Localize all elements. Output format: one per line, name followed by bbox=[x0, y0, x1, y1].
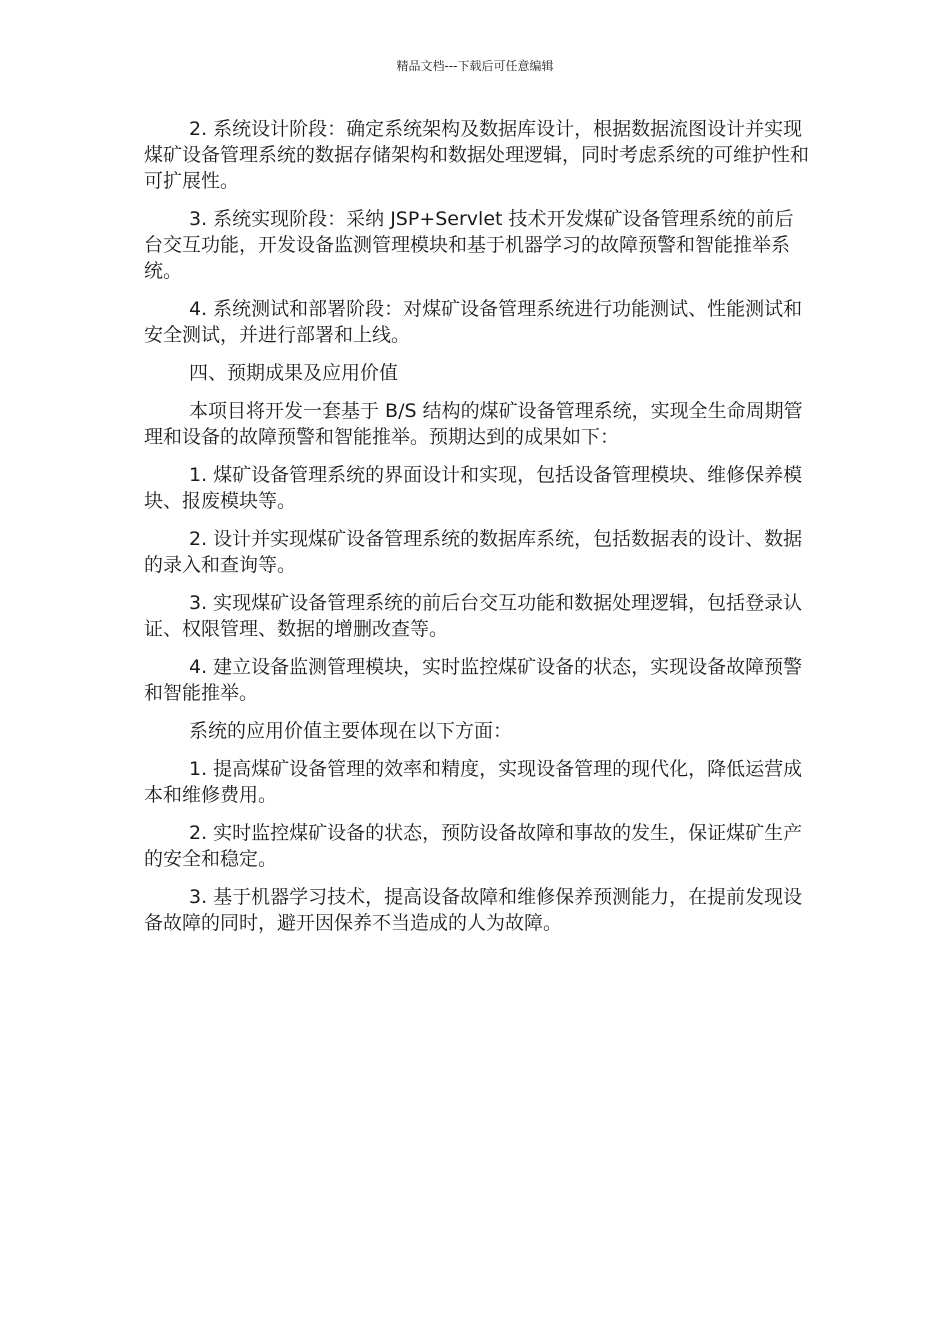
paragraph-value-intro: 系统的应用价值主要体现在以下方面： bbox=[189, 720, 513, 742]
paragraph-result-4: 4. 建立设备监测管理模块，实时监控煤矿设备的状态，实现设备故障预警和智能推举。 bbox=[144, 656, 803, 704]
page-header: 精品文档---下载后可任意编辑 bbox=[396, 59, 554, 73]
paragraph-project-intro: 本项目将开发一套基于 B/S 结构的煤矿设备管理系统，实现全生命周期管理和设备的故障预警和智能推举。预期达到的成果如下： bbox=[144, 400, 803, 448]
section-heading-expected-results: 四、预期成果及应用价值 bbox=[189, 362, 399, 384]
paragraph-result-1: 1. 煤矿设备管理系统的界面设计和实现，包括设备管理模块、维修保养模块、报废模块等。 bbox=[144, 464, 803, 512]
paragraph-value-1: 1. 提高煤矿设备管理的效率和精度，实现设备管理的现代化，降低运营成本和维修费用。 bbox=[144, 758, 803, 806]
paragraph-testing-phase: 4. 系统测试和部署阶段：对煤矿设备管理系统进行功能测试、性能测试和安全测试，并进行部署和上线。 bbox=[144, 298, 803, 346]
paragraph-result-3: 3. 实现煤矿设备管理系统的前后台交互功能和数据处理逻辑，包括登录认证、权限管理、数据的增删改查等。 bbox=[144, 592, 803, 640]
paragraph-implementation-phase: 3. 系统实现阶段：采纳 JSP+Servlet 技术开发煤矿设备管理系统的前后台交互功能，开发设备监测管理模块和基于机器学习的故障预警和智能推举系统。 bbox=[144, 208, 794, 282]
paragraph-result-2: 2. 设计并实现煤矿设备管理系统的数据库系统，包括数据表的设计、数据的录入和查询等。 bbox=[144, 528, 803, 576]
document-body bbox=[144, 116, 812, 948]
paragraph-design-phase: 2. 系统设计阶段：确定系统架构及数据库设计，根据数据流图设计并实现煤矿设备管理系统的数据存储架构和数据处理逻辑，同时考虑系统的可维护性和可扩展性。 bbox=[144, 118, 810, 192]
paragraph-value-2: 2. 实时监控煤矿设备的状态，预防设备故障和事故的发生，保证煤矿生产的安全和稳定。 bbox=[144, 822, 803, 870]
paragraph-value-3: 3. 基于机器学习技术，提高设备故障和维修保养预测能力，在提前发现设备故障的同时，避开因保养不当造成的人为故障。 bbox=[144, 886, 803, 934]
